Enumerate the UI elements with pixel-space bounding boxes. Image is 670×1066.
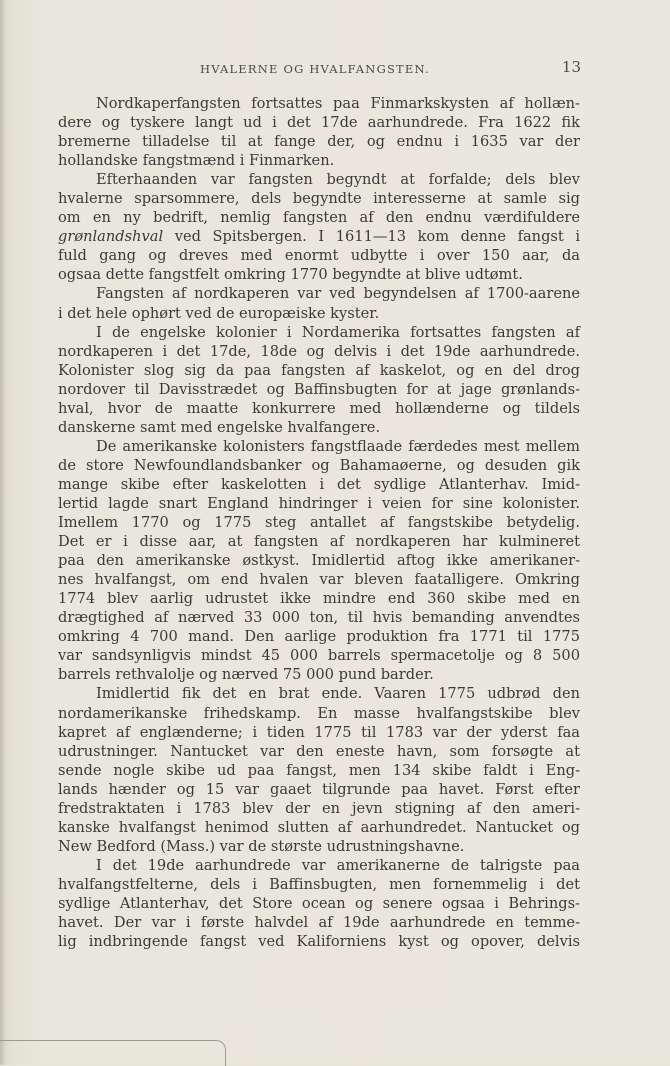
- text-line: Imidlertid fik det en brat ende. Vaaren 1775 udbrød den: [96, 685, 580, 703]
- text-line: hollandske fangstmænd i Finmarken.: [58, 152, 335, 170]
- text-line: var sandsynligvis mindst 45 000 barrels spermacetolje og 8 500: [58, 647, 580, 665]
- text-line: Imellem 1770 og 1775 steg antallet af fangstskibe betydelig.: [58, 514, 580, 532]
- text-line: nordkaperen i det 17de, 18de og delvis i det 19de aarhundrede.: [58, 342, 580, 360]
- text-line: Fangsten af nordkaperen var ved begyndelsen af 1700-aarene: [96, 285, 580, 303]
- text-line: sende nogle skibe ud paa fangst, men 134 skibe faldt i Eng-: [58, 761, 580, 779]
- body-text: [58, 94, 580, 951]
- text-line: Kolonister slog sig da paa fangsten af kaskelot, og en del drog: [58, 361, 580, 379]
- text-line-rest: ved Spitsbergen. I 1611—13 kom denne fangst i: [174, 228, 581, 246]
- text-line: omkring 4 700 mand. Den aarlige produktion fra 1771 til 1775: [58, 628, 580, 646]
- text-line: i det hele ophørt ved de europæiske kyster.: [58, 304, 380, 322]
- text-line: 1774 blev aarlig udrustet ikke mindre end 360 skibe med en: [58, 590, 580, 608]
- text-line: danskerne samt med engelske hvalfangere.: [58, 418, 381, 436]
- text-line: bremerne tilladelse til at fange der, og endnu i 1635 var der: [58, 133, 580, 151]
- text-line: paa den amerikanske østkyst. Imidlertid aftog ikke amerikaner-: [58, 552, 580, 570]
- text-line: Det er i disse aar, at fangsten af nordkaperen har kulmineret: [58, 533, 580, 551]
- text-line: mange skibe efter kaskelotten i det sydlige Atlanterhav. Imid-: [58, 475, 580, 493]
- text-line: lands hænder og 15 var gaaet tilgrunde paa havet. Først efter: [58, 780, 580, 798]
- text-line: lertid lagde snart England hindringer i veien for sine kolonister.: [58, 494, 580, 512]
- text-line: I de engelske kolonier i Nordamerika fortsattes fangsten af: [96, 323, 580, 341]
- text-line: I det 19de aarhundrede var amerikanerne de talrigste paa: [96, 856, 580, 874]
- page-number: 13: [561, 58, 581, 76]
- text-line: kanske hvalfangst henimod slutten af aarhundredet. Nantucket og: [58, 818, 580, 836]
- italic-term: grønlandshval: [58, 228, 164, 246]
- running-title: HVALERNE OG HVALFANGSTEN.: [200, 62, 430, 76]
- text-line: hvalerne sparsommere, dels begyndte interesserne at samle sig: [58, 190, 580, 208]
- text-line: sydlige Atlanterhav, det Store ocean og senere ogsaa i Behrings-: [58, 894, 580, 912]
- text-line: udrustninger. Nantucket var den eneste havn, som forsøgte at: [58, 742, 580, 760]
- page-header: [60, 58, 580, 80]
- text-line: drægtighed af nærved 33 000 ton, til hvis bemanding anvendtes: [58, 609, 580, 627]
- text-line: nes hvalfangst, om end hvalen var bleven faatalligere. Omkring: [58, 571, 580, 589]
- text-line: lig indbringende fangst ved Kaliforniens kyst og opover, delvis: [58, 933, 580, 951]
- text-line: Efterhaanden var fangsten begyndt at forfalde; dels blev: [96, 171, 580, 189]
- text-line-with-italic: [58, 227, 580, 246]
- text-line: nordamerikanske frihedskamp. En masse hvalfangstskibe blev: [58, 704, 580, 722]
- text-line: ogsaa dette fangstfelt omkring 1770 begyndte at blive udtømt.: [58, 266, 523, 284]
- text-line: dere og tyskere langt ud i det 17de aarhundrede. Fra 1622 fik: [58, 114, 580, 132]
- text-line: De amerikanske kolonisters fangstflaade færdedes mest mellem: [96, 437, 580, 455]
- text-line: fredstraktaten i 1783 blev der en jevn stigning af den ameri-: [58, 799, 580, 817]
- text-line: fuld gang og dreves med enormt udbytte i over 150 aar, da: [58, 247, 580, 265]
- text-line: nordover til Davisstrædet og Baffinsbugten for at jage grønlands-: [58, 380, 580, 398]
- text-line: Nordkaperfangsten fortsattes paa Finmarkskysten af hollæn-: [96, 95, 580, 112]
- text-line: hvalfangstfelterne, dels i Baffinsbugten, men fornemmelig i det: [58, 875, 580, 893]
- text-line: havet. Der var i første halvdel af 19de aarhundrede en temme-: [58, 914, 580, 932]
- text-line: hval, hvor de maatte konkurrere med hollænderne og tildels: [58, 399, 580, 417]
- text-line: New Bedford (Mass.) var de største udrustningshavne.: [58, 837, 465, 855]
- text-line: barrels rethvalolje og nærved 75 000 pund barder.: [58, 666, 434, 684]
- text-line: om en ny bedrift, nemlig fangsten af den endnu værdifuldere: [58, 209, 580, 227]
- text-line: de store Newfoundlandsbanker og Bahamaøerne, og desuden gik: [58, 456, 580, 474]
- text-line: kapret af englænderne; i tiden 1775 til 1783 var der yderst faa: [58, 723, 580, 741]
- page-corner-mark: [0, 1040, 226, 1066]
- page-binding-edge: [0, 0, 5, 1065]
